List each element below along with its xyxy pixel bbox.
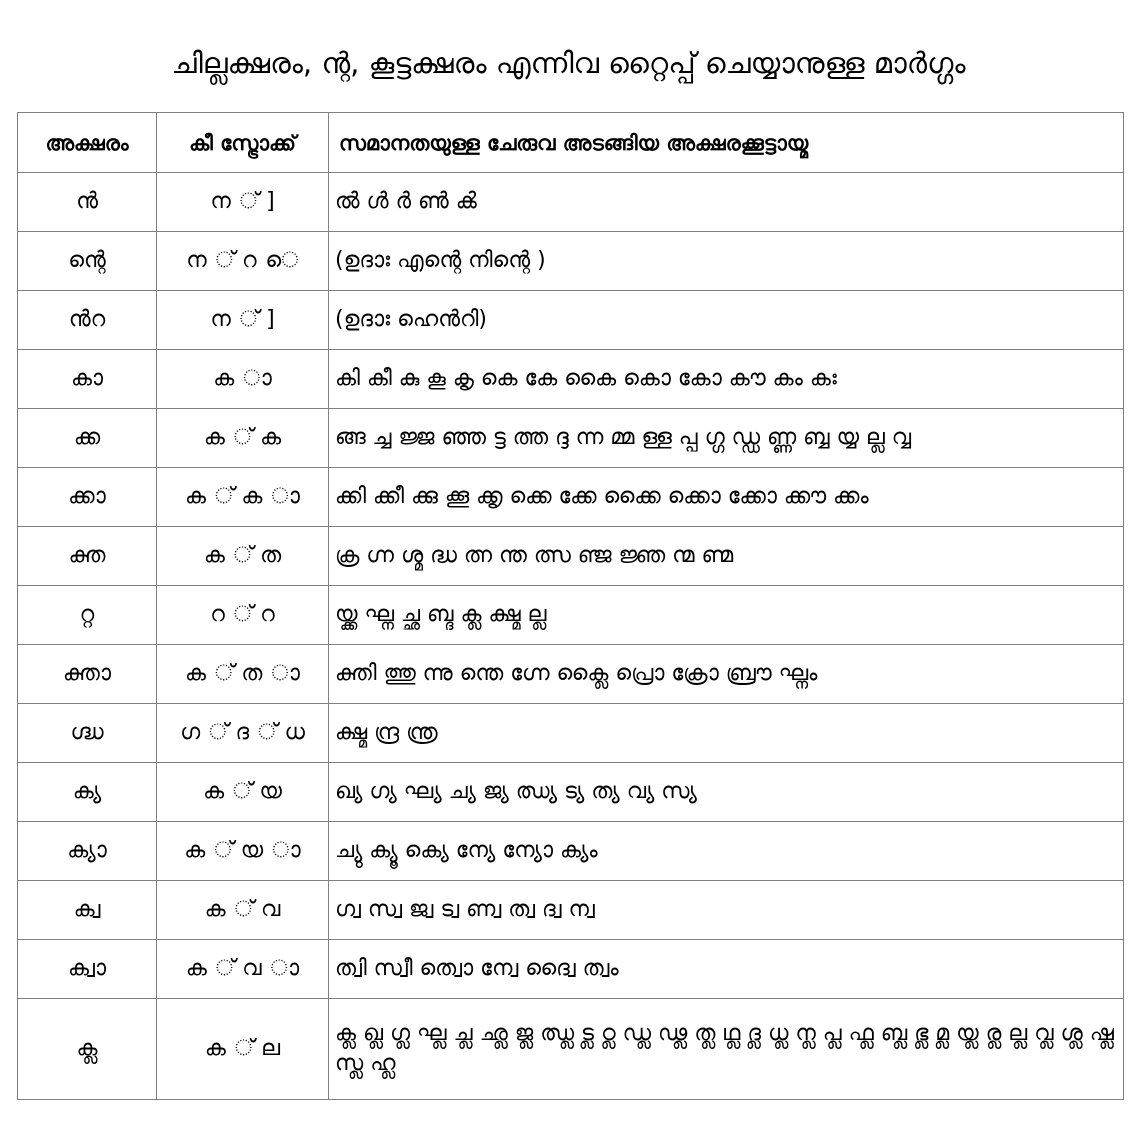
letter-cell: ഗ്ദ്ധ <box>18 704 157 763</box>
table-row <box>18 232 1124 291</box>
letter-cell: ക്യാ <box>18 822 157 881</box>
keystroke-cell: ക ് ക ാ <box>157 468 329 527</box>
keystroke-cell: ന ് ] <box>157 173 329 232</box>
letter-cell: ൻ <box>18 173 157 232</box>
letter-cell: കാ <box>18 350 157 409</box>
letter-cell: ക്താ <box>18 645 157 704</box>
table-row <box>18 645 1124 704</box>
examples-cell: ക്ര ഗ്ന ശ്മ ദ്ധ ത്ന ന്ത ത്സ ഞ്ജ ജ്ഞ ന്മ ണ്മ <box>329 527 1124 586</box>
letter-cell: ൻറ <box>18 291 157 350</box>
examples-cell: (ഉദാഃ എന്റെ നിന്റെ ) <box>329 232 1124 291</box>
page-title: ചില്ലക്ഷരം, ന്റ, കൂട്ടക്ഷരം എന്നിവ റ്റൈപ്പ് ചെയ്യാനുള്ള മാർഗ്ഗം <box>171 46 966 80</box>
keystroke-cell: ക ് ത ാ <box>157 645 329 704</box>
examples-cell: കി കീ കു കൂ കൃ കെ കേ കൈ കൊ കോ കൗ കം കഃ <box>329 350 1124 409</box>
keystroke-cell: ക ് വ <box>157 881 329 940</box>
table-row <box>18 704 1124 763</box>
keystroke-cell: ക ് യ ാ <box>157 822 329 881</box>
table-row <box>18 291 1124 350</box>
examples-cell: ഖ്യ ഗ്യ ഘ്യ ച്യ ജ്യ ഝ്യ ട്യ ത്യ വ്യ സ്യ <box>329 763 1124 822</box>
table-row <box>18 940 1124 999</box>
examples-cell: ൽ ൾ ർ ൺ ൿ <box>329 173 1124 232</box>
table-header-row <box>18 113 1124 173</box>
table-row <box>18 999 1124 1100</box>
keystroke-cell: ക ് ല <box>157 999 329 1100</box>
letter-cell: ക്കാ <box>18 468 157 527</box>
keystroke-cell: ന ് റ െ <box>157 232 329 291</box>
table-row <box>18 173 1124 232</box>
keystroke-cell: ഗ ് ദ ് ധ <box>157 704 329 763</box>
table-row <box>18 350 1124 409</box>
table-row <box>18 409 1124 468</box>
letter-cell: ക്വാ <box>18 940 157 999</box>
letter-cell: ക്ത <box>18 527 157 586</box>
table-row <box>18 822 1124 881</box>
table-row <box>18 586 1124 645</box>
keystroke-cell: ക ് വ ാ <box>157 940 329 999</box>
examples-cell: (ഉദാഃ ഹെൻറി) <box>329 291 1124 350</box>
keystroke-cell: ക ് യ <box>157 763 329 822</box>
table-row <box>18 468 1124 527</box>
letter-cell: റ്റ <box>18 586 157 645</box>
letter-cell: ക്ല <box>18 999 157 1100</box>
header-keystroke: കീ സ്ട്രോക്ക് <box>157 113 329 173</box>
letter-cell: ക്വ <box>18 881 157 940</box>
examples-cell: ക്ഷ്മ ന്ദ്ര ന്ത്ര <box>329 704 1124 763</box>
typing-guide-table <box>17 112 1124 1100</box>
examples-cell: ഗ്വ സ്വ ജ്വ ട്വ ണ്വ ത്വ ദ്വ ന്വ <box>329 881 1124 940</box>
letter-cell: ന്റെ <box>18 232 157 291</box>
examples-cell: യ്ക്ക ഘ്ന ച്ഛ ബ്ദ ക്ല ക്ഷ്മ ല്ല <box>329 586 1124 645</box>
header-letter: അക്ഷരം <box>18 113 157 173</box>
examples-cell: ക്തി ത്തു ന്നു ന്തെ ഗ്നേ ക്ലൈ പ്രൊ ക്രോ ബ്രൗ ഘ്നം <box>329 645 1124 704</box>
examples-cell: ങ്ങ ച്ച ജ്ജ ഞ്ഞ ട്ട ത്ത ദ്ദ ന്ന മ്മ ള്ള പ്പ ഗ്ഗ ഡ്ഡ ണ്ണ ബ്ബ യ്യ ല്ല വ്വ <box>329 409 1124 468</box>
keystroke-cell: റ ് റ <box>157 586 329 645</box>
examples-cell: ച്യു ക്യൂ ക്യെ ന്യേ ന്യോ ക്യം <box>329 822 1124 881</box>
header-similar-combinations: സമാനതയുള്ള ചേരുവ അടങ്ങിയ അക്ഷരക്കൂട്ടായ്മ <box>329 113 1124 173</box>
keystroke-cell: ക ് ത <box>157 527 329 586</box>
letter-cell: ക്ക <box>18 409 157 468</box>
examples-cell: ക്കി ക്കീ ക്കു ക്കൂ ക്കൃ ക്കെ ക്കേ ക്കൈ ക്കൊ ക്കോ ക്കൗ ക്കം <box>329 468 1124 527</box>
keystroke-cell: ക ് ക <box>157 409 329 468</box>
keystroke-cell: ന ് ] <box>157 291 329 350</box>
table-row <box>18 763 1124 822</box>
examples-cell: ത്വി സ്വീ ത്വൊ ന്വേ ദ്വൈ ത്വം <box>329 940 1124 999</box>
letter-cell: ക്യ <box>18 763 157 822</box>
table-row <box>18 527 1124 586</box>
keystroke-cell: ക ാ <box>157 350 329 409</box>
table-row <box>18 881 1124 940</box>
examples-cell: ക്ല ഖ്ല ഗ്ല ഘ്ല ച്ല ഛ്ല ജ്ല ഝ്ല ട്ല ഠ്ല ഡ്ല ഢ്ല ത്ല ഥ്ല ദ്ല ധ്ല ന്ല പ്ല ഫ്ല ബ്ല ഭ്ല മ്ല യ്ല ര്ല ല്ല വ്ല ശ്ല ഷ്ല സ്ല ഹ്ല <box>329 999 1124 1100</box>
